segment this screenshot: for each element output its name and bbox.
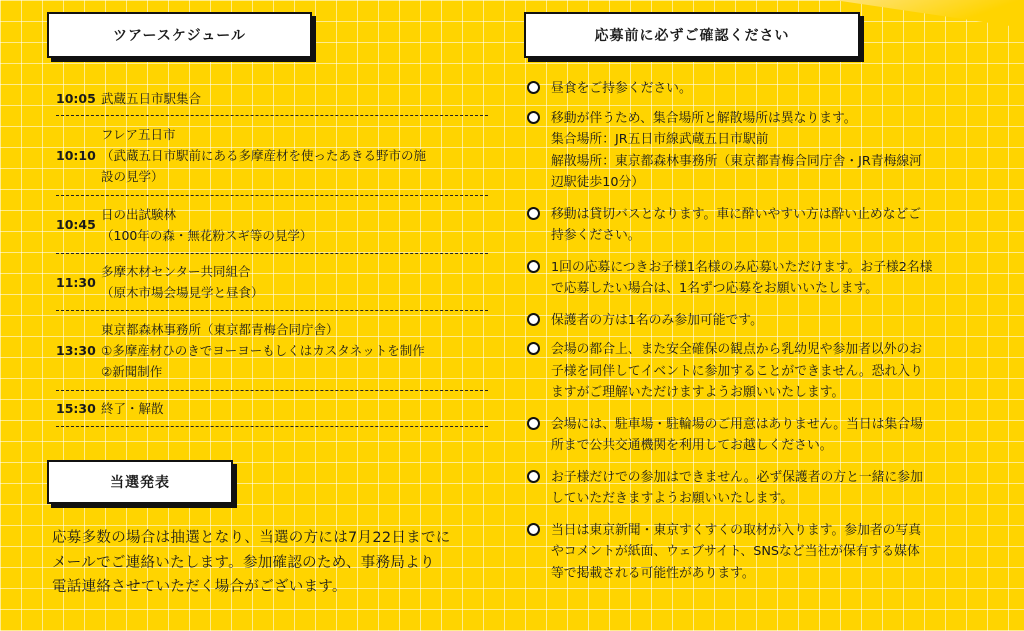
note-line: 辺駅徒歩10分） xyxy=(551,175,645,190)
schedule-row xyxy=(56,82,488,115)
note-line: 当日は東京新聞・東京すくすくの取材が入ります。参加者の写真 xyxy=(551,522,922,538)
note-line: 移動が伴うため、集合場所と解散場所は異なります。 xyxy=(551,110,857,126)
note-line: で応募したい場合は、1名ずつ応募をお願いいたします。 xyxy=(551,281,879,296)
schedule-desc-line: ②新聞制作 xyxy=(101,364,163,379)
circle-bullet-icon xyxy=(527,417,540,430)
schedule-desc-line: 多摩木材センター共同組合 xyxy=(101,264,251,279)
note-line: 会場の都合上、また安全確保の観点から乳幼児や参加者以外のお xyxy=(551,342,923,357)
note-line: お子様だけでの参加はできません。必ず保護者の方と一緒に参加 xyxy=(551,469,923,485)
schedule-row xyxy=(56,115,488,195)
schedule-desc-line: 設の見学） xyxy=(101,169,164,184)
schedule-desc-line: 日の出試験林 xyxy=(101,206,177,222)
schedule-time: 15:30 xyxy=(56,401,96,416)
list-item xyxy=(524,310,994,332)
schedule-desc-line: （武蔵五日市駅前にある多摩産材を使ったあきる野市の施 xyxy=(101,148,427,163)
list-item xyxy=(524,108,994,194)
note-line: ますがご理解いただけますようお願いいたします。 xyxy=(551,385,845,400)
note-line: 集合場所：JR五日市線武蔵五日市駅前 xyxy=(551,132,769,147)
notes-heading: 応募前に必ずご確認ください xyxy=(524,12,860,58)
announcement-line: 応募多数の場合は抽選となり、当選の方には7月22日までに xyxy=(52,530,451,546)
notes-list xyxy=(524,78,994,584)
circle-bullet-icon xyxy=(527,81,540,94)
schedule-row xyxy=(56,390,488,426)
schedule-time: 13:30 xyxy=(56,343,96,358)
circle-bullet-icon xyxy=(527,313,540,326)
schedule-desc-line: 終了・解散 xyxy=(101,401,164,416)
circle-bullet-icon xyxy=(527,342,540,355)
note-line: やコメントが紙面、ウェブサイト、SNSなど当社が保有する媒体 xyxy=(551,544,920,559)
note-line: 会場には、駐車場・駐輪場のご用意はありません。当日は集合場 xyxy=(551,416,923,432)
note-line: 持参ください。 xyxy=(551,228,641,243)
schedule-time: 10:05 xyxy=(56,91,96,106)
circle-bullet-icon xyxy=(527,111,540,124)
schedule-heading: ツアースケジュール xyxy=(47,12,312,58)
schedule-row xyxy=(56,310,488,390)
schedule-row xyxy=(56,195,488,253)
circle-bullet-icon xyxy=(527,260,540,273)
list-item xyxy=(524,414,994,457)
announcement-line: メールでご連絡いたします。参加確認のため、事務局より xyxy=(52,554,435,571)
list-item xyxy=(524,257,994,300)
list-item xyxy=(524,520,994,585)
note-line: 解散場所：東京都森林事務所（東京都青梅合同庁舎・JR青梅線河 xyxy=(551,153,922,169)
announcement-line: 電話連絡させていただく場合がございます。 xyxy=(52,579,347,595)
schedule-time: 10:10 xyxy=(56,148,96,163)
note-line: 保護者の方は1名のみ参加可能です。 xyxy=(551,312,763,328)
note-line: 子様を同伴してイベントに参加することができません。恐れ入り xyxy=(551,363,923,379)
note-line: 移動は貸切バスとなります。車に酔いやすい方は酔い止めなどご xyxy=(551,206,922,222)
note-line: 所まで公共交通機関を利用してお越しください。 xyxy=(551,438,833,453)
schedule-time: 10:45 xyxy=(56,217,96,232)
list-item xyxy=(524,204,994,247)
circle-bullet-icon xyxy=(527,207,540,220)
schedule-desc-line: （原木市場会場見学と昼食） xyxy=(101,285,264,300)
schedule-row xyxy=(56,253,488,310)
announcement-heading: 当選発表 xyxy=(47,460,233,504)
circle-bullet-icon xyxy=(527,470,540,483)
note-line: 等で掲載される可能性があります。 xyxy=(551,565,755,581)
schedule-desc-line: 東京都森林事務所（東京都青梅合同庁舎） xyxy=(101,322,339,337)
list-item xyxy=(524,339,994,404)
schedule-table xyxy=(56,82,488,427)
announcement-text xyxy=(52,526,482,600)
schedule-desc-line: フレア五日市 xyxy=(101,127,176,142)
note-line: 昼食をご持参ください。 xyxy=(551,81,692,96)
list-item xyxy=(524,78,994,100)
schedule-desc-line: （100年の森・無花粉スギ等の見学） xyxy=(101,227,313,243)
note-line: していただきますようお願いいたします。 xyxy=(551,491,794,506)
schedule-time: 11:30 xyxy=(56,274,96,290)
corner-decoration xyxy=(834,0,1024,28)
schedule-desc-line: ①多摩産材ひのきでヨーヨーもしくはカスタネットを制作 xyxy=(101,343,425,358)
note-line: 1回の応募につきお子様1名様のみ応募いただけます。お子様2名様 xyxy=(551,259,933,275)
schedule-desc-line: 武蔵五日市駅集合 xyxy=(101,91,202,106)
list-item xyxy=(524,467,994,510)
circle-bullet-icon xyxy=(527,523,540,536)
